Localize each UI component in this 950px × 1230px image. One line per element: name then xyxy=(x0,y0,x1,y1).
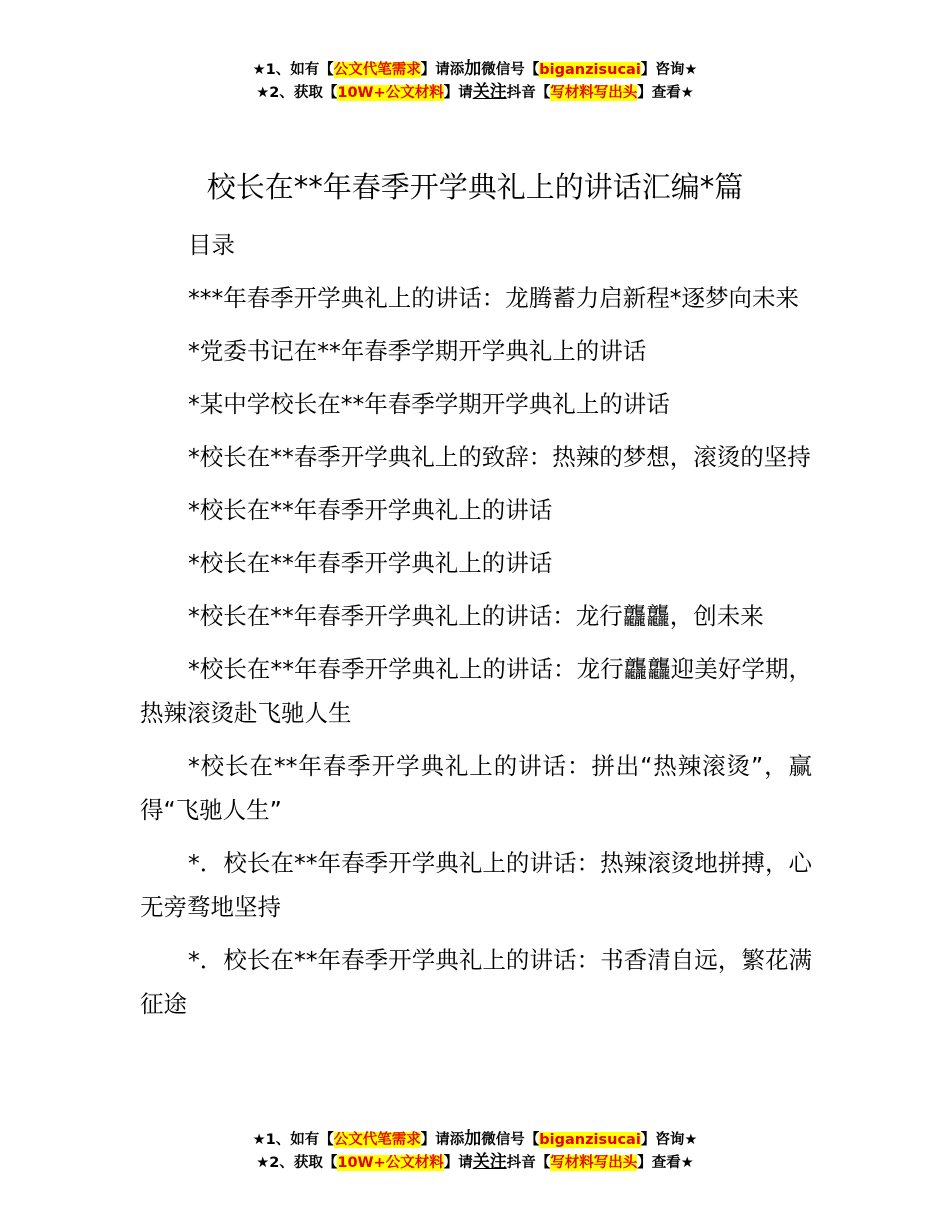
promo-text: ★2、获取【 xyxy=(256,85,338,101)
toc-item: *校长在**年春季开学典礼上的讲话：龙行龘龘迎美好学期，热辣滚烫赴飞驰人生 xyxy=(140,655,812,727)
promo-text: 】查看★ xyxy=(637,85,694,101)
highlight-materials: 10W+公文材料 xyxy=(337,1155,444,1171)
promo-text: 】查看★ xyxy=(637,1155,694,1171)
promo-line-1 xyxy=(0,1128,950,1151)
promo-text: 】请 xyxy=(443,1155,473,1171)
promo-emphasis: 关注 xyxy=(472,1152,507,1172)
toc-item: *某中学校长在**年春季学期开学典礼上的讲话 xyxy=(188,390,670,418)
promo-banner-bottom xyxy=(0,1128,950,1174)
promo-text: 】咨询★ xyxy=(640,1132,698,1148)
promo-emphasis: 关注 xyxy=(472,82,507,102)
highlight-service: 公文代笔需求 xyxy=(333,1132,421,1148)
promo-text: 微信号【 xyxy=(481,62,540,78)
toc-item: *．校长在**年春季开学典礼上的讲话：热辣滚烫地拼搏，心无旁骛地坚持 xyxy=(140,849,812,921)
promo-text: 抖音【 xyxy=(506,85,551,101)
promo-line-1 xyxy=(0,58,950,81)
promo-line-2 xyxy=(0,1151,950,1174)
toc-heading: 目录 xyxy=(188,231,235,259)
toc-item: *党委书记在**年春季学期开学典礼上的讲话 xyxy=(188,337,647,365)
highlight-materials: 10W+公文材料 xyxy=(337,85,444,101)
promo-text: ★2、获取【 xyxy=(256,1155,338,1171)
promo-text: 】请添 xyxy=(420,1132,465,1148)
toc-item: *校长在**年春季开学典礼上的讲话 xyxy=(188,496,553,524)
toc-item: *校长在**春季开学典礼上的致辞：热辣的梦想，滚烫的坚持 xyxy=(188,443,811,471)
toc-item: ***年春季开学典礼上的讲话：龙腾蓄力启新程*逐梦向未来 xyxy=(188,284,799,312)
highlight-account: 写材料写出头 xyxy=(550,1155,638,1171)
promo-line-2 xyxy=(0,81,950,104)
promo-text: 】咨询★ xyxy=(640,62,698,78)
promo-text: 微信号【 xyxy=(481,1132,540,1148)
promo-emphasis: 加 xyxy=(464,59,482,79)
toc-item: *校长在**年春季开学典礼上的讲话：拼出“热辣滚烫”，赢得“飞驰人生” xyxy=(140,752,812,824)
promo-text: 】请 xyxy=(443,85,473,101)
promo-banner-top xyxy=(0,58,950,104)
promo-text: 】请添 xyxy=(420,62,465,78)
toc-item: *校长在**年春季开学典礼上的讲话 xyxy=(188,549,553,577)
highlight-account: 写材料写出头 xyxy=(550,85,638,101)
highlight-wechat-id: biganzisucai xyxy=(539,62,641,78)
promo-text: ★1、如有【 xyxy=(252,62,334,78)
promo-emphasis: 加 xyxy=(464,1129,482,1149)
document-title: 校长在**年春季开学典礼上的讲话汇编*篇 xyxy=(206,170,744,204)
table-of-contents xyxy=(140,223,812,1035)
toc-item: *校长在**年春季开学典礼上的讲话：龙行龘龘，创未来 xyxy=(188,602,764,630)
highlight-service: 公文代笔需求 xyxy=(333,62,421,78)
promo-text: 抖音【 xyxy=(506,1155,551,1171)
highlight-wechat-id: biganzisucai xyxy=(539,1132,641,1148)
promo-text: ★1、如有【 xyxy=(252,1132,334,1148)
toc-item: *．校长在**年春季开学典礼上的讲话：书香清自远，繁花满征途 xyxy=(140,946,812,1018)
